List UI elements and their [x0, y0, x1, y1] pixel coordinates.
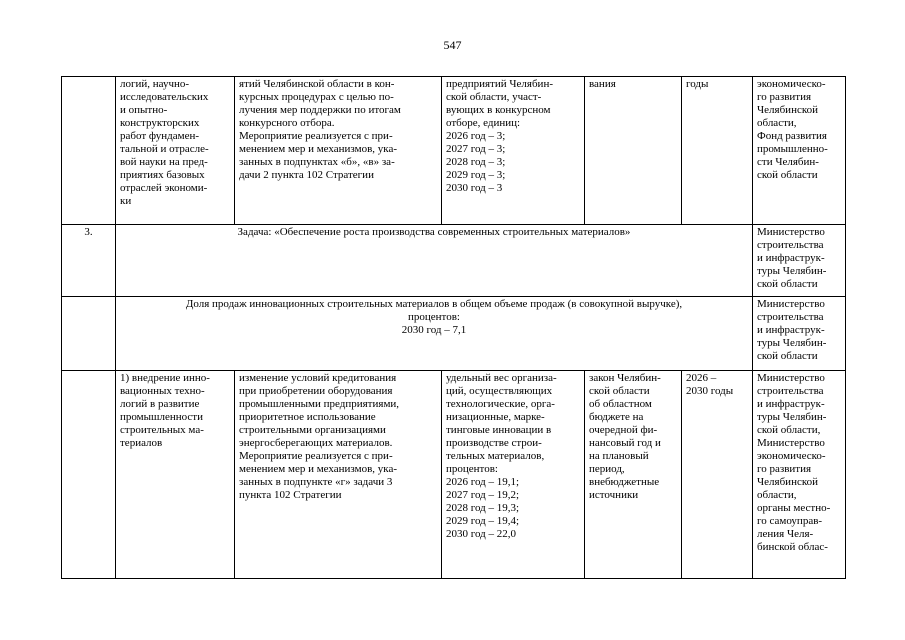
text-line: го самоуправ- [757, 515, 823, 527]
row-number-cell [62, 77, 116, 225]
table-row [62, 371, 846, 579]
text-line: низационные, марке- [446, 411, 545, 423]
text-line: 2026 год – 19,1; [446, 476, 520, 488]
text-line: на плановый [589, 450, 649, 462]
table-row [62, 77, 846, 225]
text-line: туры Челябин- [757, 337, 827, 349]
text-line: ления Челя- [757, 528, 814, 540]
text-line: Министерство [757, 437, 825, 449]
text-line: и инфраструк- [757, 252, 825, 264]
text-line: пункта 102 Стратегии [239, 489, 342, 501]
text-line: тельных материалов, [446, 450, 545, 462]
text-line: менением мер и механизмов, ука- [239, 143, 397, 155]
text-line: 2028 год – 3; [446, 156, 506, 168]
text-line: 2030 год – 3 [446, 182, 503, 194]
text-line: ской области [589, 385, 650, 397]
text-line: ки [120, 195, 132, 207]
text-line: работ фундамен- [120, 130, 200, 142]
text-line: промышленными предприятиями, [239, 398, 400, 410]
responsible-cell [753, 225, 846, 297]
text-line: изменение условий кредитования [239, 372, 397, 384]
text-line: 2030 год – 22,0 [446, 528, 517, 540]
text-line: промышленно- [757, 143, 828, 155]
target-indicator-cell [116, 297, 753, 371]
text-line: 2030 год – 7,1 [401, 324, 467, 336]
row-number-cell: 3. [62, 225, 116, 297]
text-line: строительных ма- [120, 424, 204, 436]
text-line: занных в подпункте «г» задачи 3 [239, 476, 393, 488]
indicator-cell [442, 77, 585, 225]
text-line: 2029 год – 3; [446, 169, 506, 181]
text-line: производстве строи- [446, 437, 542, 449]
measures-table [61, 76, 846, 579]
text-line: тальной и отрасле- [120, 143, 209, 155]
measure-description-cell [235, 371, 442, 579]
text-line: экономическо- [757, 78, 826, 90]
text-line: ской области [757, 278, 818, 290]
term-cell [682, 371, 753, 579]
page-number: 547 [443, 38, 462, 52]
measure-name-cell [116, 371, 235, 579]
text-line: органы местно- [757, 502, 831, 514]
text-line: Министерство [757, 226, 825, 238]
text-line: ской области, участ- [446, 91, 542, 103]
text-line: Министерство [757, 298, 825, 310]
text-line: ской области [757, 350, 818, 362]
text-line: туры Челябин- [757, 265, 827, 277]
text-line: промышленности [120, 411, 203, 423]
text-line: 1) внедрение инно- [120, 372, 210, 384]
responsible-cell [753, 77, 846, 225]
text-line: области, [757, 489, 797, 501]
text-line: строительства [757, 239, 824, 251]
text-line: курсных процедурах с целью по- [239, 91, 394, 103]
text-line: вой науки на пред- [120, 156, 208, 168]
responsible-cell [753, 371, 846, 579]
text-line: закон Челябин- [589, 372, 661, 384]
text-line: Мероприятие реализуется с при- [239, 130, 393, 142]
text-line: вания [589, 78, 616, 90]
text-line: источники [589, 489, 639, 501]
text-line: ской области, [757, 424, 821, 436]
text-line: строительства [757, 311, 824, 323]
text-line: 2027 год – 3; [446, 143, 506, 155]
row-number-cell [62, 371, 116, 579]
text-line: строительства [757, 385, 824, 397]
text-line: го развития [757, 463, 812, 475]
text-line: и инфраструк- [757, 324, 825, 336]
text-line: лучения мер поддержки по итогам [239, 104, 401, 116]
text-line: Мероприятие реализуется с при- [239, 450, 393, 462]
indicator-cell [442, 371, 585, 579]
text-line: вационных техно- [120, 385, 205, 397]
text-line: бюджете на [589, 411, 644, 423]
text-line: приятиях базовых [120, 169, 205, 181]
responsible-cell [753, 297, 846, 371]
text-line: 2026 – [686, 372, 717, 384]
row-number-cell [62, 297, 116, 371]
task-cell: Задача: «Обеспечение роста производства современных строительных материалов» [116, 225, 753, 297]
table-row [62, 297, 846, 371]
text-line: ятий Челябинской области в кон- [239, 78, 395, 90]
text-line: туры Челябин- [757, 411, 827, 423]
measure-description-cell [235, 77, 442, 225]
text-line: менением мер и механизмов, ука- [239, 463, 397, 475]
text-line: отборе, единиц: [446, 117, 521, 129]
text-line: занных в подпунктах «б», «в» за- [239, 156, 395, 168]
text-line: вующих в конкурсном [446, 104, 551, 116]
text-line: и опытно- [120, 104, 168, 116]
measure-name-cell [116, 77, 235, 225]
text-line: бинской облас- [757, 541, 828, 553]
text-line: логий в развитие [120, 398, 200, 410]
text-line: Фонд развития [757, 130, 827, 142]
text-line: 2026 год – 3; [446, 130, 506, 142]
text-line: области, [757, 117, 797, 129]
text-line: ской области [757, 169, 818, 181]
text-line: при приобретении оборудования [239, 385, 393, 397]
text-line: удельный вес организа- [446, 372, 557, 384]
text-line: исследовательских [120, 91, 209, 103]
text-line: конструкторских [120, 117, 200, 129]
text-line: технологические, орга- [446, 398, 555, 410]
text-line: Челябинской [757, 104, 819, 116]
text-line: сти Челябин- [757, 156, 819, 168]
text-line: дачи 2 пункта 102 Стратегии [239, 169, 374, 181]
text-line: Доля продаж инновационных строительных материалов в общем объеме продаж (в совокупной выручке), [185, 298, 683, 310]
text-line: процентов: [408, 311, 460, 323]
text-line: очередной фи- [589, 424, 658, 436]
text-line: 2029 год – 19,4; [446, 515, 520, 527]
text-line: и инфраструк- [757, 398, 825, 410]
funding-source-cell [585, 371, 682, 579]
text-line: нансовый год и [589, 437, 661, 449]
text-line: энергосберегающих материалов. [239, 437, 393, 449]
text-line: экономическо- [757, 450, 826, 462]
text-line: 2030 годы [686, 385, 734, 397]
text-line: териалов [120, 437, 163, 449]
text-line: годы [686, 78, 709, 90]
text-line: приоритетное использование [239, 411, 376, 423]
text-line: внебюджетные [589, 476, 660, 488]
table-row [62, 225, 846, 297]
funding-source-cell [585, 77, 682, 225]
text-line: логий, научно- [120, 78, 190, 90]
text-line: предприятий Челябин- [446, 78, 553, 90]
term-cell [682, 77, 753, 225]
text-line: процентов: [446, 463, 498, 475]
text-line: строительными организациями [239, 424, 386, 436]
text-line: 2027 год – 19,2; [446, 489, 520, 501]
text-line: ций, осуществляющих [446, 385, 553, 397]
text-line: Челябинской [757, 476, 819, 488]
text-line: 2028 год – 19,3; [446, 502, 520, 514]
text-line: конкурсного отбора. [239, 117, 335, 129]
text-line: Министерство [757, 372, 825, 384]
text-line: об областном [589, 398, 652, 410]
text-line: го развития [757, 91, 812, 103]
text-line: период, [589, 463, 625, 475]
text-line: тинговые инновации в [446, 424, 552, 436]
text-line: отраслей экономи- [120, 182, 208, 194]
